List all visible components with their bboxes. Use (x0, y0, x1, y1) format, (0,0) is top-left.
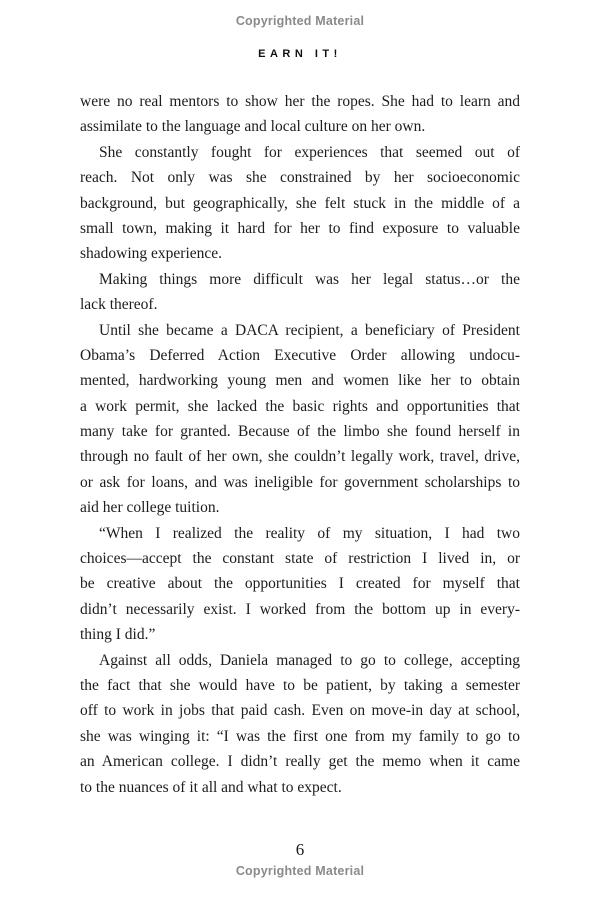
text-line: didn’t necessarily exist. I worked from the bottom up in every- (80, 600, 520, 618)
text-line: aid her college tuition. (80, 499, 220, 517)
text-line: Making things more difficult was her legal status…or the (99, 270, 520, 288)
text-line: She constantly fought for experiences that seemed out of (99, 143, 520, 161)
text-line: background, but geographically, she felt stuck in the middle of a (80, 194, 520, 212)
text-line: a work permit, she lacked the basic rights and opportunities that (80, 397, 520, 415)
text-line: through no fault of her own, she couldn’t legally work, travel, drive, (80, 448, 520, 466)
text-line: assimilate to the language and local culture on her own. (80, 118, 426, 136)
text-line: to the nuances of it all and what to expect. (80, 778, 342, 796)
text-line: Until she became a DACA recipient, a beneficiary of President (99, 321, 520, 339)
text-line: shadowing experience. (80, 245, 223, 263)
body-text (80, 89, 520, 800)
text-line: were no real mentors to show her the ropes. She had to learn and (80, 93, 520, 110)
copyright-watermark-top: Copyrighted Material (235, 14, 365, 28)
text-line: many take for granted. Because of the limbo she found herself in (80, 423, 520, 441)
text-line: Obama’s Deferred Action Executive Order allowing undocu- (80, 346, 520, 364)
copyright-watermark-bottom: Copyrighted Material (235, 864, 365, 878)
text-line: be creative about the opportunities I created for myself that (80, 575, 520, 593)
text-line: choices—accept the constant state of restriction I lived in, or (80, 550, 520, 568)
text-line: or ask for loans, and was ineligible for government scholarships to (80, 473, 520, 491)
text-line: the fact that she would have to be patient, by taking a semester (80, 676, 520, 694)
text-line: “When I realized the reality of my situation, I had two (99, 524, 520, 542)
text-line: lack thereof. (80, 296, 158, 314)
text-line: thing I did.” (80, 626, 156, 644)
page-number: 6 (295, 840, 305, 859)
text-line: off to work in jobs that paid cash. Even on move-in day at school, (80, 702, 520, 720)
text-line: mented, hardworking young men and women like her to obtain (80, 372, 520, 390)
text-line: small town, making it hard for her to find exposure to valuable (80, 219, 520, 237)
text-line: she was winging it: “I was the first one from my family to go to (80, 727, 520, 745)
text-line: Against all odds, Daniela managed to go to college, accepting (99, 651, 520, 669)
text-line: an American college. I didn’t really get the memo when it came (80, 753, 520, 771)
running-header: EARN IT! (258, 48, 342, 60)
text-line: reach. Not only was she constrained by her socioeconomic (80, 169, 520, 187)
